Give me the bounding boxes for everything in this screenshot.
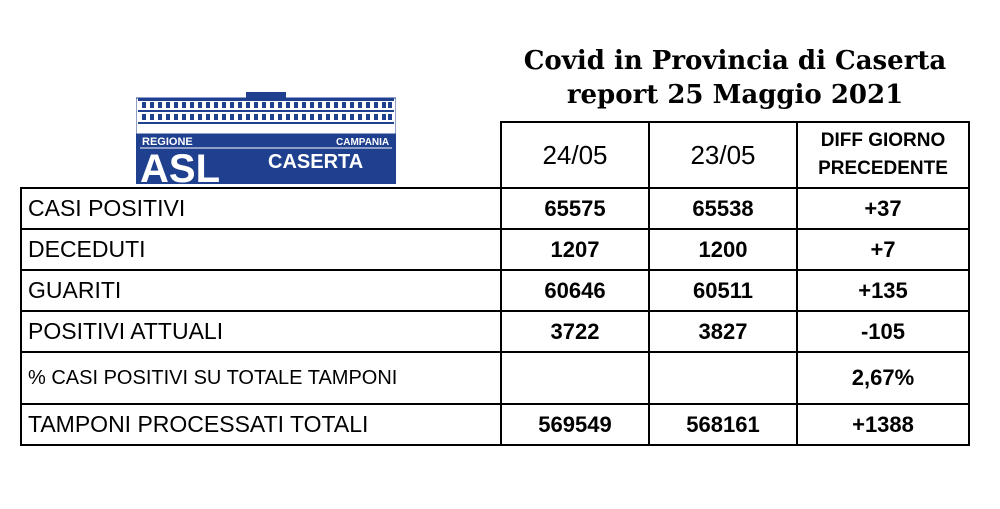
row-diff: +7 — [797, 229, 969, 270]
row-value-24-05: 65575 — [501, 188, 649, 229]
table-row — [21, 229, 969, 270]
header-date-23-05: 23/05 — [649, 122, 797, 188]
row-value-24-05: 1207 — [501, 229, 649, 270]
row-label: DECEDUTI — [21, 229, 501, 270]
row-value-24-05: 60646 — [501, 270, 649, 311]
row-label: POSITIVI ATTUALI — [21, 311, 501, 352]
table-row — [21, 270, 969, 311]
logo-caserta-text: CASERTA — [268, 151, 364, 173]
report-title — [500, 44, 970, 112]
covid-report-table — [20, 121, 970, 446]
header-date-24-05: 24/05 — [501, 122, 649, 188]
row-label: % CASI POSITIVI SU TOTALE TAMPONI — [21, 352, 501, 404]
row-value-23-05: 60511 — [649, 270, 797, 311]
table-row — [21, 311, 969, 352]
logo-campania-text: CAMPANIA — [336, 137, 390, 148]
row-value-23-05 — [649, 352, 797, 404]
row-value-24-05: 3722 — [501, 311, 649, 352]
logo-regione-text: REGIONE — [142, 136, 193, 148]
report-title-line2: report 25 Maggio 2021 — [566, 80, 904, 110]
header-diff-line2: PRECEDENTE — [818, 158, 948, 179]
header-diff-line1: DIFF GIORNO — [820, 130, 946, 151]
row-label: TAMPONI PROCESSATI TOTALI — [21, 404, 501, 445]
report-title-line1: Covid in Provincia di Caserta — [523, 46, 947, 76]
table-row — [21, 188, 969, 229]
header-diff — [797, 122, 969, 188]
table-row — [21, 404, 969, 445]
row-diff: +1388 — [797, 404, 969, 445]
row-diff: 2,67% — [797, 352, 969, 404]
logo-asl-text: ASL — [140, 147, 220, 184]
row-label: CASI POSITIVI — [21, 188, 501, 229]
row-diff: +37 — [797, 188, 969, 229]
row-diff: +135 — [797, 270, 969, 311]
row-value-24-05: 569549 — [501, 404, 649, 445]
row-value-23-05: 1200 — [649, 229, 797, 270]
row-value-23-05: 568161 — [649, 404, 797, 445]
row-diff: -105 — [797, 311, 969, 352]
row-label: GUARITI — [21, 270, 501, 311]
row-value-23-05: 3827 — [649, 311, 797, 352]
header-empty-cell — [21, 122, 501, 188]
table-row — [21, 352, 969, 404]
table-header-row — [21, 122, 969, 188]
row-value-24-05 — [501, 352, 649, 404]
row-value-23-05: 65538 — [649, 188, 797, 229]
